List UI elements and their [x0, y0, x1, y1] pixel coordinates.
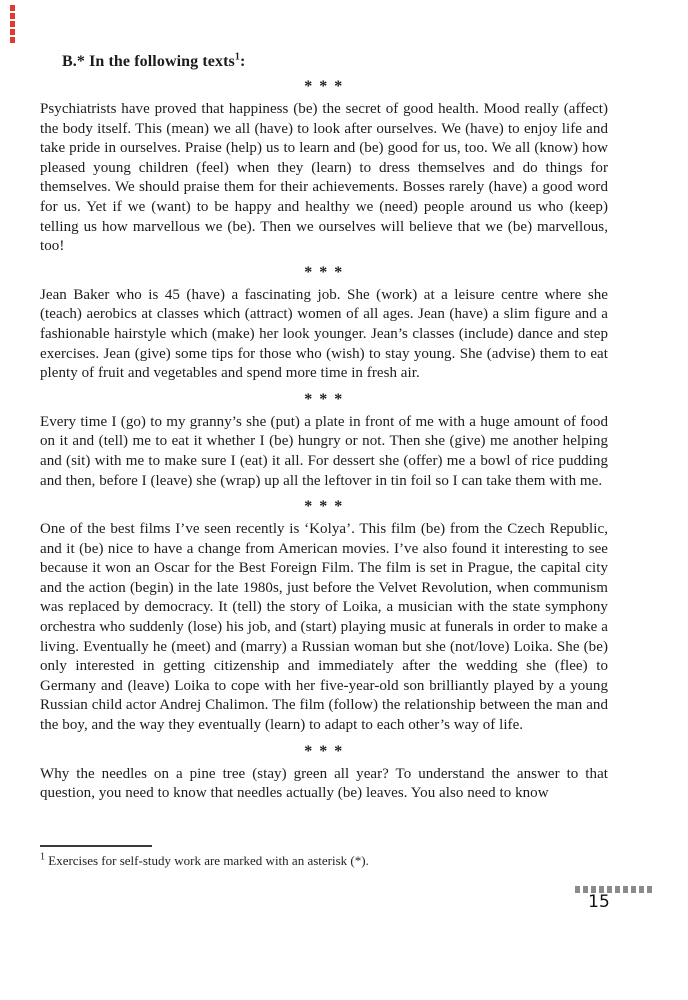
exercise-heading-label: B.* In the following texts [62, 53, 235, 70]
text-passage-4: One of the best films I’ve seen recently is ‘Kolya’. This film (be) from the Czech Republic, and it (be) nice to have a change from American movies. I’ve also found it interesting to see because it won an Oscar for the Best Foreign Film. The film is set in Prague, the capital city and the action (begin) in the late 1980s, just before the Velvet Revolution, when communism was replaced by democracy. It (tell) the story of Loika, a musician with the state symphony orchestra who suddenly (lose) his job, and (start) playing music at funerals in order to make a living. Eventually he (meet) and (marry) a Russian woman but she (not/love) Loika. She (be) only interested in getting citizenship and immediately after the wedding she (flee) to Germany and (leave) Loika to cope with her five-year-old son brilliantly played by a young Russian child actor Andrej Chalimon. The film (follow) the relationship between the man and the boy, and the way they eventually (learn) to adapt to each other’s way of life. [40, 521, 608, 734]
corner-dash [10, 21, 15, 27]
section-separator: * * * [304, 742, 344, 760]
corner-dash-marker [10, 5, 15, 43]
text-block [40, 0, 608, 804]
footnote-marker: 1 [40, 851, 45, 863]
corner-dash [10, 37, 15, 43]
footnote-reference: 1 [234, 51, 240, 63]
footnote-body: Exercises for self-study work are marked with an asterisk (*). [48, 853, 369, 868]
section-separator: * * * [304, 498, 344, 516]
corner-dash [10, 5, 15, 11]
section-separator: * * * [304, 390, 344, 408]
page-number: 15 [588, 892, 610, 912]
corner-dash [10, 13, 15, 19]
text-passage-2: Jean Baker who is 45 (have) a fascinating job. She (work) at a leisure centre where she (teach) aerobics at classes which (attract) women of all ages. Jean (have) a slim figure and a fashionable hairstyle which (make) her look younger. Jean’s classes (include) dance and step exercises. Jean (give) some tips for those who (wish) to stay young. She (advise) them to eat plenty of fruit and vegetables and spend more time in fresh air. [40, 286, 608, 382]
marker-square [647, 886, 652, 893]
text-passage-5: Why the needles on a pine tree (stay) green all year? To understand the answer to that question, you need to know that needles actually (be) leaves. You also need to know [40, 765, 608, 802]
text-passage-3: Every time I (go) to my granny’s she (put) a plate in front of me with a huge amount of food on it and (tell) me to eat it whether I (be) hungry or not. Then she (give) me another helping and (sit) with me to make sure I (eat) it all. For dessert she (offer) me a bowl of rice pudding and then, before I (leave) she (wrap) up all the leftover in tin foil so I can take them with me. [40, 413, 608, 489]
footnote-divider [40, 845, 152, 847]
marker-square [623, 886, 628, 893]
exercise-heading-colon: : [239, 53, 246, 70]
exercise-heading [62, 52, 608, 71]
marker-square [639, 886, 644, 893]
section-separator: * * * [304, 263, 344, 281]
corner-dash [10, 29, 15, 35]
footnote-area [40, 845, 608, 869]
footnote-text [40, 853, 608, 869]
section-separator: * * * [304, 78, 344, 95]
text-passage-1: Psychiatrists have proved that happiness (be) the secret of good health. Mood really (affect) the body itself. This (mean) we all (have) to look after ourselves. We (have) to enjoy life and take pride in ourselves. Praise (help) us to learn and (be) good for us, too. We all (know) how pleased young children (feel) when they (learn) to dress themselves and do things for themselves. We should praise them for their achievements. Bosses rarely (have) a good word for us. Yet if we (want) to be happy and healthy we (need) people around us who (keep) telling us how marvellous we (be). Then we ourselves will believe that we (be) marvellous, too! [40, 101, 608, 255]
marker-square [631, 886, 636, 893]
